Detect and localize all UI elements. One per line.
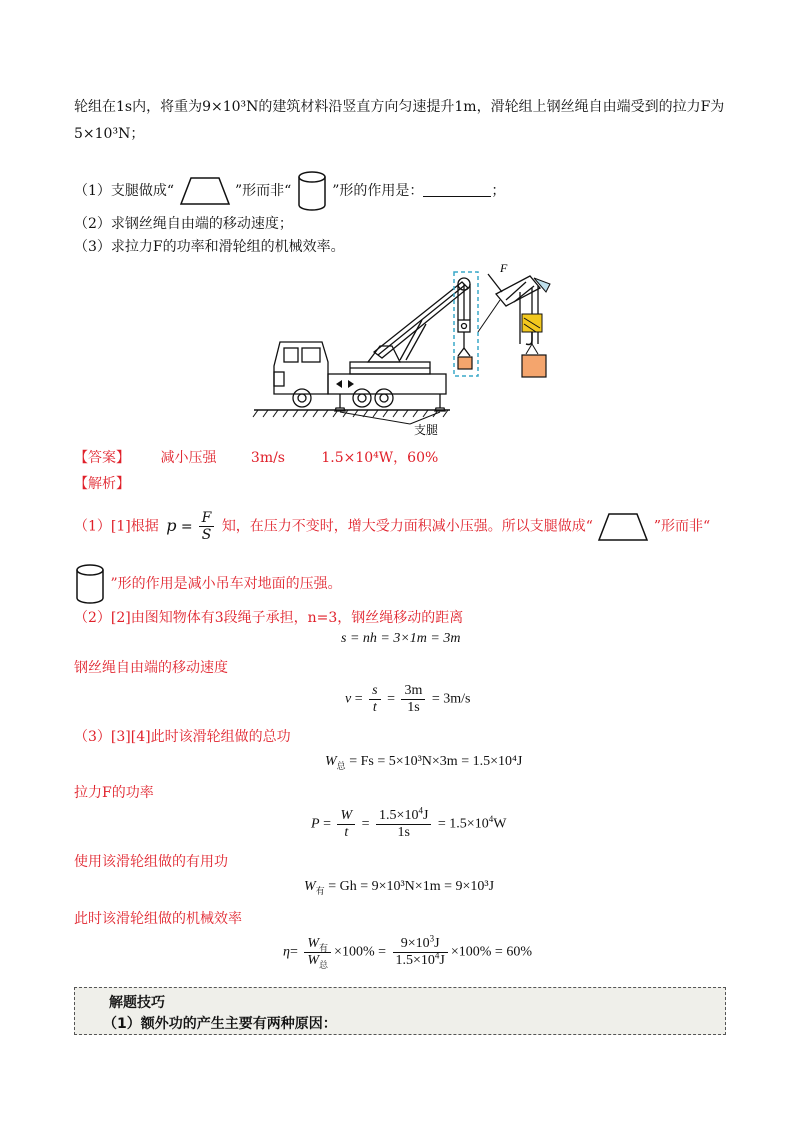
answer-tag: 【答案】 <box>74 450 130 466</box>
equation-distance: s = nh = 3×1m = 3m <box>341 631 461 646</box>
figure-label-force: F <box>500 262 508 275</box>
answer-2: 3m/s <box>250 450 285 466</box>
cylinder-icon <box>296 170 328 212</box>
analysis-3c: 使用该滑轮组做的有用功 <box>74 854 228 870</box>
equation-velocity: v = $\frac{s}{t}$ = $\frac{3m}{1s}$ = 3m/s <box>345 683 471 715</box>
tips-line-1: （1）额外功的产生主要有两种原因： <box>103 1016 337 1032</box>
question-line-2: 5×10³N； <box>74 126 145 142</box>
analysis-3d: 此时该滑轮组做的机械效率 <box>74 911 242 927</box>
tips-box <box>74 987 726 1035</box>
analysis-1: （1）[1]根据 p = $\frac{F}{S}$ 知，在压力不变时，增大受力面积减小压强。所以支腿做成“ ”形而非“ <box>74 510 711 543</box>
analysis-1-line-2: ”形的作用是减小吊车对地面的压强。 <box>74 563 342 605</box>
cylinder-icon <box>74 563 106 605</box>
answer-blank <box>423 182 491 197</box>
analysis-3b: 拉力F的功率 <box>74 785 154 801</box>
answer-3: 1.5×10⁴W，60% <box>321 450 439 466</box>
equation-power: P = $\frac{W}{t}$ = $\frac{1.5\times 10^4J}{1s}$ = $1.5\times 10^4W$ <box>311 805 507 840</box>
equation-useful-work: $W_有 = Gh = 9\times 10^3N\times 1m = 9\times 10^3J$ <box>304 879 495 896</box>
analysis-3: （3）[3][4]此时该滑轮组做的总功 <box>74 729 291 745</box>
answer-row <box>74 447 438 467</box>
analysis-2: （2）[2]由图知物体有3段绳子承担，n=3，钢丝绳移动的距离 <box>74 610 464 626</box>
figure-label-leg: 支腿 <box>414 423 439 437</box>
equation-total-work: $W_总 = Fs = 5\times 10^3N\times 3m = 1.5\times 10^4J$ <box>325 754 523 771</box>
analysis-2b: 钢丝绳自由端的移动速度 <box>74 660 228 676</box>
tips-title: 解题技巧 <box>109 995 165 1011</box>
formula-pressure: p = <box>166 516 193 535</box>
question-2: （2）求钢丝绳自由端的移动速度； <box>74 216 293 232</box>
question-3: （3）求拉力F的功率和滑轮组的机械效率。 <box>74 239 345 255</box>
trapezoid-icon <box>597 511 649 543</box>
answer-1: 减小压强 <box>160 450 217 466</box>
question-line-1: 轮组在1s内，将重为9×10³N的建筑材料沿竖直方向匀速提升1m，滑轮组上钢丝绳自由端受到的拉力F为 <box>74 99 725 115</box>
analysis-tag: 【解析】 <box>74 476 130 492</box>
crane-figure <box>250 262 560 442</box>
trapezoid-icon <box>179 175 231 207</box>
question-1: （1）支腿做成“ ”形而非“ ”形的作用是： ； <box>74 170 505 212</box>
equation-efficiency: η= $\frac{W_有}{W_总}$ ×100% = $\frac{9\times 10^3J}{1.5\times 10^4J}$ ×100% = 60% <box>283 933 532 970</box>
